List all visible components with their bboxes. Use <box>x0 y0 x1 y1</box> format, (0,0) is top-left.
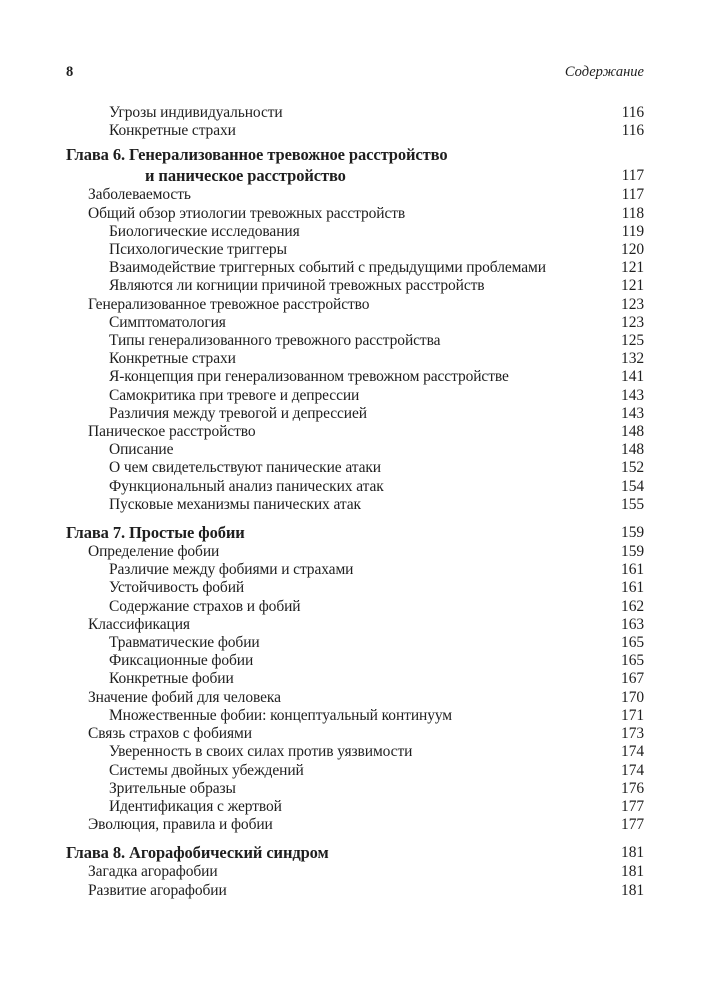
toc-entry-title: Устойчивость фобий <box>109 579 245 597</box>
toc-page-number: 154 <box>621 477 644 495</box>
toc-subsection <box>66 496 644 514</box>
toc-section <box>66 863 644 881</box>
toc-entry-title: Паническое расстройство <box>88 423 256 441</box>
toc-subsection <box>66 223 644 241</box>
toc-chapter-title <box>66 144 604 186</box>
toc-page-number: 143 <box>621 404 644 422</box>
toc-entry-title: Я-концепция при генерализованном тревожном расстройстве <box>109 368 509 386</box>
toc-entry-title: Загадка агорафобии <box>88 863 218 881</box>
toc-page-number: 174 <box>621 743 644 761</box>
toc-entry-title: Функциональный анализ панических атак <box>109 477 384 495</box>
toc-entry-title: Зрительные образы <box>109 779 236 797</box>
toc-page-number: 152 <box>621 459 644 477</box>
toc-subsection <box>66 387 644 405</box>
toc-entry-title: Психологические триггеры <box>109 241 287 259</box>
toc-page-number: 143 <box>621 386 644 404</box>
toc-entry-title: Классификация <box>88 615 190 633</box>
toc-subsection <box>66 780 644 798</box>
toc-entry-title: Пусковые механизмы панических атак <box>109 495 361 513</box>
toc-entry-title: Определение фобии <box>88 543 220 561</box>
toc-page-number: 159 <box>621 524 644 542</box>
toc-page-number: 117 <box>621 167 644 185</box>
toc-page-number: 118 <box>621 204 644 222</box>
toc-section <box>66 543 644 561</box>
toc-subsection <box>66 561 644 579</box>
toc-page-number: 155 <box>621 495 644 513</box>
toc-section <box>66 296 644 314</box>
toc-page-number: 148 <box>621 441 644 459</box>
toc-chapter-title-line2: и паническое расстройство <box>145 166 346 186</box>
toc-page-number: 123 <box>621 295 644 313</box>
toc-page-number: 181 <box>621 881 644 899</box>
toc-page-number: 181 <box>621 844 644 862</box>
toc-entry-title: Системы двойных убеждений <box>109 761 304 779</box>
toc-page-number: 181 <box>621 863 644 881</box>
toc-entry-title: Множественные фобии: концептуальный континуум <box>109 706 453 724</box>
toc-entry-title: Различие между фобиями и страхами <box>109 561 354 579</box>
toc-subsection <box>66 277 644 295</box>
toc-subsection <box>66 478 644 496</box>
toc-page-number: 148 <box>621 423 644 441</box>
toc-page-number: 170 <box>621 688 644 706</box>
toc-chapter <box>66 842 644 863</box>
toc-chapter-title <box>66 842 604 863</box>
toc-subsection <box>66 743 644 761</box>
toc-entry-title: Самокритика при тревоге и депрессии <box>109 386 360 404</box>
toc-section <box>66 725 644 743</box>
toc-page-number: 132 <box>621 350 644 368</box>
toc-subsection <box>66 241 644 259</box>
toc-page-number: 116 <box>621 122 644 140</box>
toc-entry-title: Уверенность в своих силах против уязвимости <box>109 743 413 761</box>
toc-subsection <box>66 368 644 386</box>
toc-page-number: 177 <box>621 816 644 834</box>
toc-entry-title: Различия между тревогой и депрессией <box>109 404 367 422</box>
toc-entry-title: Общий обзор этиологии тревожных расстройств <box>88 204 406 222</box>
toc-page-number: 159 <box>621 543 644 561</box>
toc-page-number: 123 <box>621 313 644 331</box>
toc-entry-title: Биологические исследования <box>109 222 300 240</box>
toc-entry-title: Содержание страхов и фобий <box>109 597 301 615</box>
toc-page-number: 121 <box>621 259 644 277</box>
toc-entry-title: Заболеваемость <box>88 186 191 204</box>
toc-page-number: 116 <box>621 104 644 121</box>
toc-section <box>66 689 644 707</box>
toc-page-number: 161 <box>621 561 644 579</box>
toc-section <box>66 616 644 634</box>
toc-entry-title: Симптоматология <box>109 313 226 331</box>
toc-chapter <box>66 522 644 543</box>
toc-subsection <box>66 350 644 368</box>
toc-subsection <box>66 314 644 332</box>
toc-subsection <box>66 441 644 459</box>
toc-entry-title: Эволюция, правила и фобии <box>88 816 273 834</box>
toc-entry-title: Конкретные фобии <box>109 670 234 688</box>
toc-entry-title: Развитие агорафобии <box>88 881 227 899</box>
toc-page-number: 162 <box>621 597 644 615</box>
page-number: 8 <box>66 64 74 80</box>
toc-subsection <box>66 707 644 725</box>
toc-entry-title: Значение фобий для человека <box>88 688 281 706</box>
toc-section <box>66 186 644 204</box>
toc-page-number: 163 <box>621 615 644 633</box>
toc-entry-title: Генерализованное тревожное расстройство <box>88 295 370 313</box>
toc-subsection <box>66 670 644 688</box>
toc-subsection <box>66 634 644 652</box>
toc-subsection <box>66 104 644 122</box>
toc-section <box>66 816 644 834</box>
toc-subsection <box>66 459 644 477</box>
toc-entry-title: Конкретные страхи <box>109 350 236 368</box>
toc-page-number: 117 <box>621 186 644 204</box>
toc-chapter <box>66 144 644 186</box>
toc-page-number: 174 <box>621 761 644 779</box>
toc-chapter-title-line1: Глава 7. Простые фобии <box>66 523 245 543</box>
toc-page-number: 165 <box>621 652 644 670</box>
toc-subsection <box>66 332 644 350</box>
toc-entry-title: Травматические фобии <box>109 634 260 652</box>
toc-entry-title: Типы генерализованного тревожного расстройства <box>109 332 441 350</box>
toc-entry-title: Конкретные страхи <box>109 122 236 140</box>
toc-section <box>66 882 644 900</box>
toc-entry-title: Идентификация с жертвой <box>109 797 282 815</box>
toc-entry-title: О чем свидетельствуют панические атаки <box>109 459 381 477</box>
toc-subsection <box>66 579 644 597</box>
toc-subsection <box>66 652 644 670</box>
toc-page-number: 125 <box>621 332 644 350</box>
toc-page-number: 177 <box>621 797 644 815</box>
running-head: Содержание <box>564 64 644 80</box>
toc-page-number: 161 <box>621 579 644 597</box>
toc-page-number: 119 <box>621 222 644 240</box>
toc-subsection <box>66 122 644 140</box>
toc-subsection <box>66 762 644 780</box>
toc-subsection <box>66 259 644 277</box>
toc-section <box>66 423 644 441</box>
toc-entry-title: Фиксационные фобии <box>109 652 254 670</box>
toc-entry-title: Взаимодействие триггерных событий с предыдущими проблемами <box>109 259 546 277</box>
toc-entry-title: Описание <box>109 441 174 459</box>
table-of-contents <box>66 104 644 900</box>
toc-section <box>66 205 644 223</box>
toc-page-number: 141 <box>621 368 644 386</box>
toc-chapter-title-line1: Глава 6. Генерализованное тревожное расстройство <box>66 145 448 165</box>
toc-page-number: 173 <box>621 725 644 743</box>
toc-entry-title: Являются ли когниции причиной тревожных расстройств <box>109 277 485 295</box>
toc-subsection <box>66 798 644 816</box>
toc-entry-title: Угрозы индивидуальности <box>109 104 283 121</box>
toc-page-number: 165 <box>621 634 644 652</box>
toc-chapter-title-line1: Глава 8. Агорафобический синдром <box>66 843 329 863</box>
toc-subsection <box>66 598 644 616</box>
toc-page-number: 171 <box>621 706 644 724</box>
toc-entry-title: Связь страхов с фобиями <box>88 725 252 743</box>
toc-subsection <box>66 405 644 423</box>
toc-page-number: 167 <box>621 670 644 688</box>
toc-page-number: 121 <box>621 277 644 295</box>
toc-page-number: 176 <box>621 779 644 797</box>
toc-chapter-title <box>66 522 604 543</box>
toc-page-number: 120 <box>621 241 644 259</box>
